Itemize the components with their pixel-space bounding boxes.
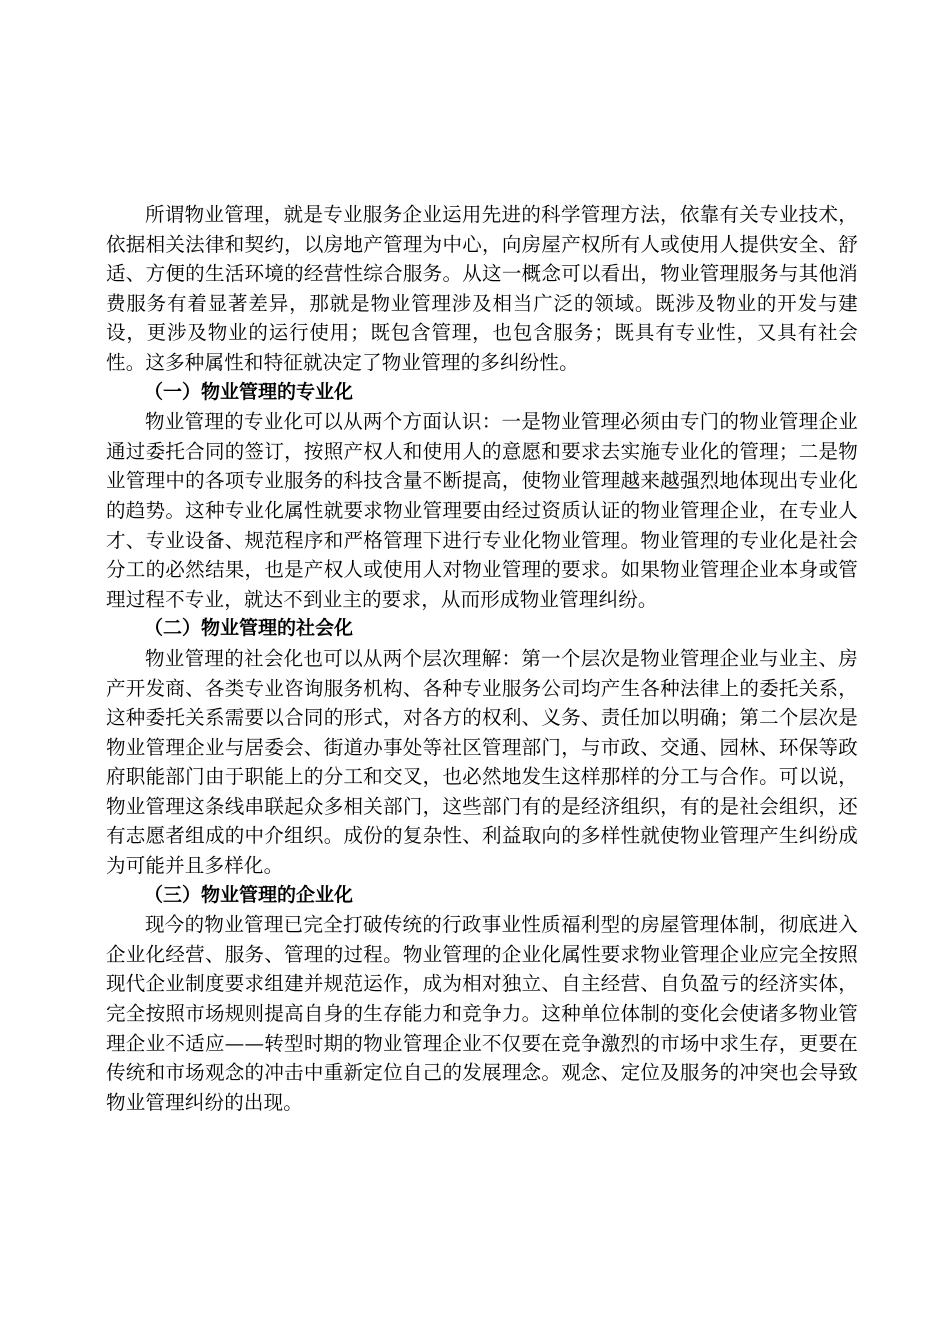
document-page [106, 200, 858, 1117]
intro-paragraph: 所谓物业管理，就是专业服务企业运用先进的科学管理方法，依靠有关专业技术，依据相关法律和契约，以房地产管理为中心，向房屋产权所有人或使用人提供安全、舒适、方便的生活环境的经营性综合服务。从这一概念可以看出，物业管理服务与其他消费服务有着显著差异，那就是物业管理涉及相当广泛的领域。既涉及物业的开发与建设，更涉及物业的运行使用；既包含管理，也包含服务；既具有专业性，又具有社会性。这多种属性和特征就决定了物业管理的多纠纷性。 [106, 203, 858, 374]
section-paragraph-professionalization: 物业管理的专业化可以从两个方面认识：一是物业管理必须由专门的物业管理企业通过委托合同的签订，按照产权人和使用人的意愿和要求去实施专业化的管理；二是物业管理中的各项专业服务的科技含量不断提高，使物业管理越来越强烈地体现出专业化的趋势。这种专业化属性就要求物业管理要由经过资质认证的物业管理企业，在专业人才、专业设备、规范程序和严格管理下进行专业化物业管理。物业管理的专业化是社会分工的必然结果，也是产权人或使用人对物业管理的要求。如果物业管理企业本身或管理过程不专业，就达不到业主的要求，从而形成物业管理纠纷。 [106, 410, 858, 611]
section-heading-socialization: （二）物业管理的社会化 [144, 617, 354, 640]
section-heading-enterprization: （三）物业管理的企业化 [144, 883, 354, 906]
section-paragraph-socialization: 物业管理的社会化也可以从两个层次理解：第一个层次是物业管理企业与业主、房产开发商、各类专业咨询服务机构、各种专业服务公司均产生各种法律上的委托关系，这种委托关系需要以合同的形式，对各方的权利、义务、责任加以明确；第二个层次是物业管理企业与居委会、街道办事处等社区管理部门，与市政、交通、园林、环保等政府职能部门由于职能上的分工和交叉，也必然地发生这样那样的分工与合作。可以说，物业管理这条线串联起众多相关部门，这些部门有的是经济组织，有的是社会组织，还有志愿者组成的中介组织。成份的复杂性、利益取向的多样性就使物业管理产生纠纷成为可能并且多样化。 [106, 646, 858, 878]
section-paragraph-enterprization: 现今的物业管理已完全打破传统的行政事业性质福利型的房屋管理体制，彻底进入企业化经营、服务、管理的过程。物业管理的企业化属性要求物业管理企业应完全按照现代企业制度要求组建并规范运作，成为相对独立、自主经营、自负盈亏的经济实体，完全按照市场规则提高自身的生存能力和竞争力。这种单位体制的变化会使诸多物业管理企业不适应——转型时期的物业管理企业不仅要在竞争激烈的市场中求生存，更要在传统和市场观念的冲击中重新定位自己的发展理念。观念、定位及服务的冲突也会导致物业管理纠纷的出现。 [106, 913, 858, 1114]
section-heading-professionalization: （一）物业管理的专业化 [144, 380, 354, 403]
